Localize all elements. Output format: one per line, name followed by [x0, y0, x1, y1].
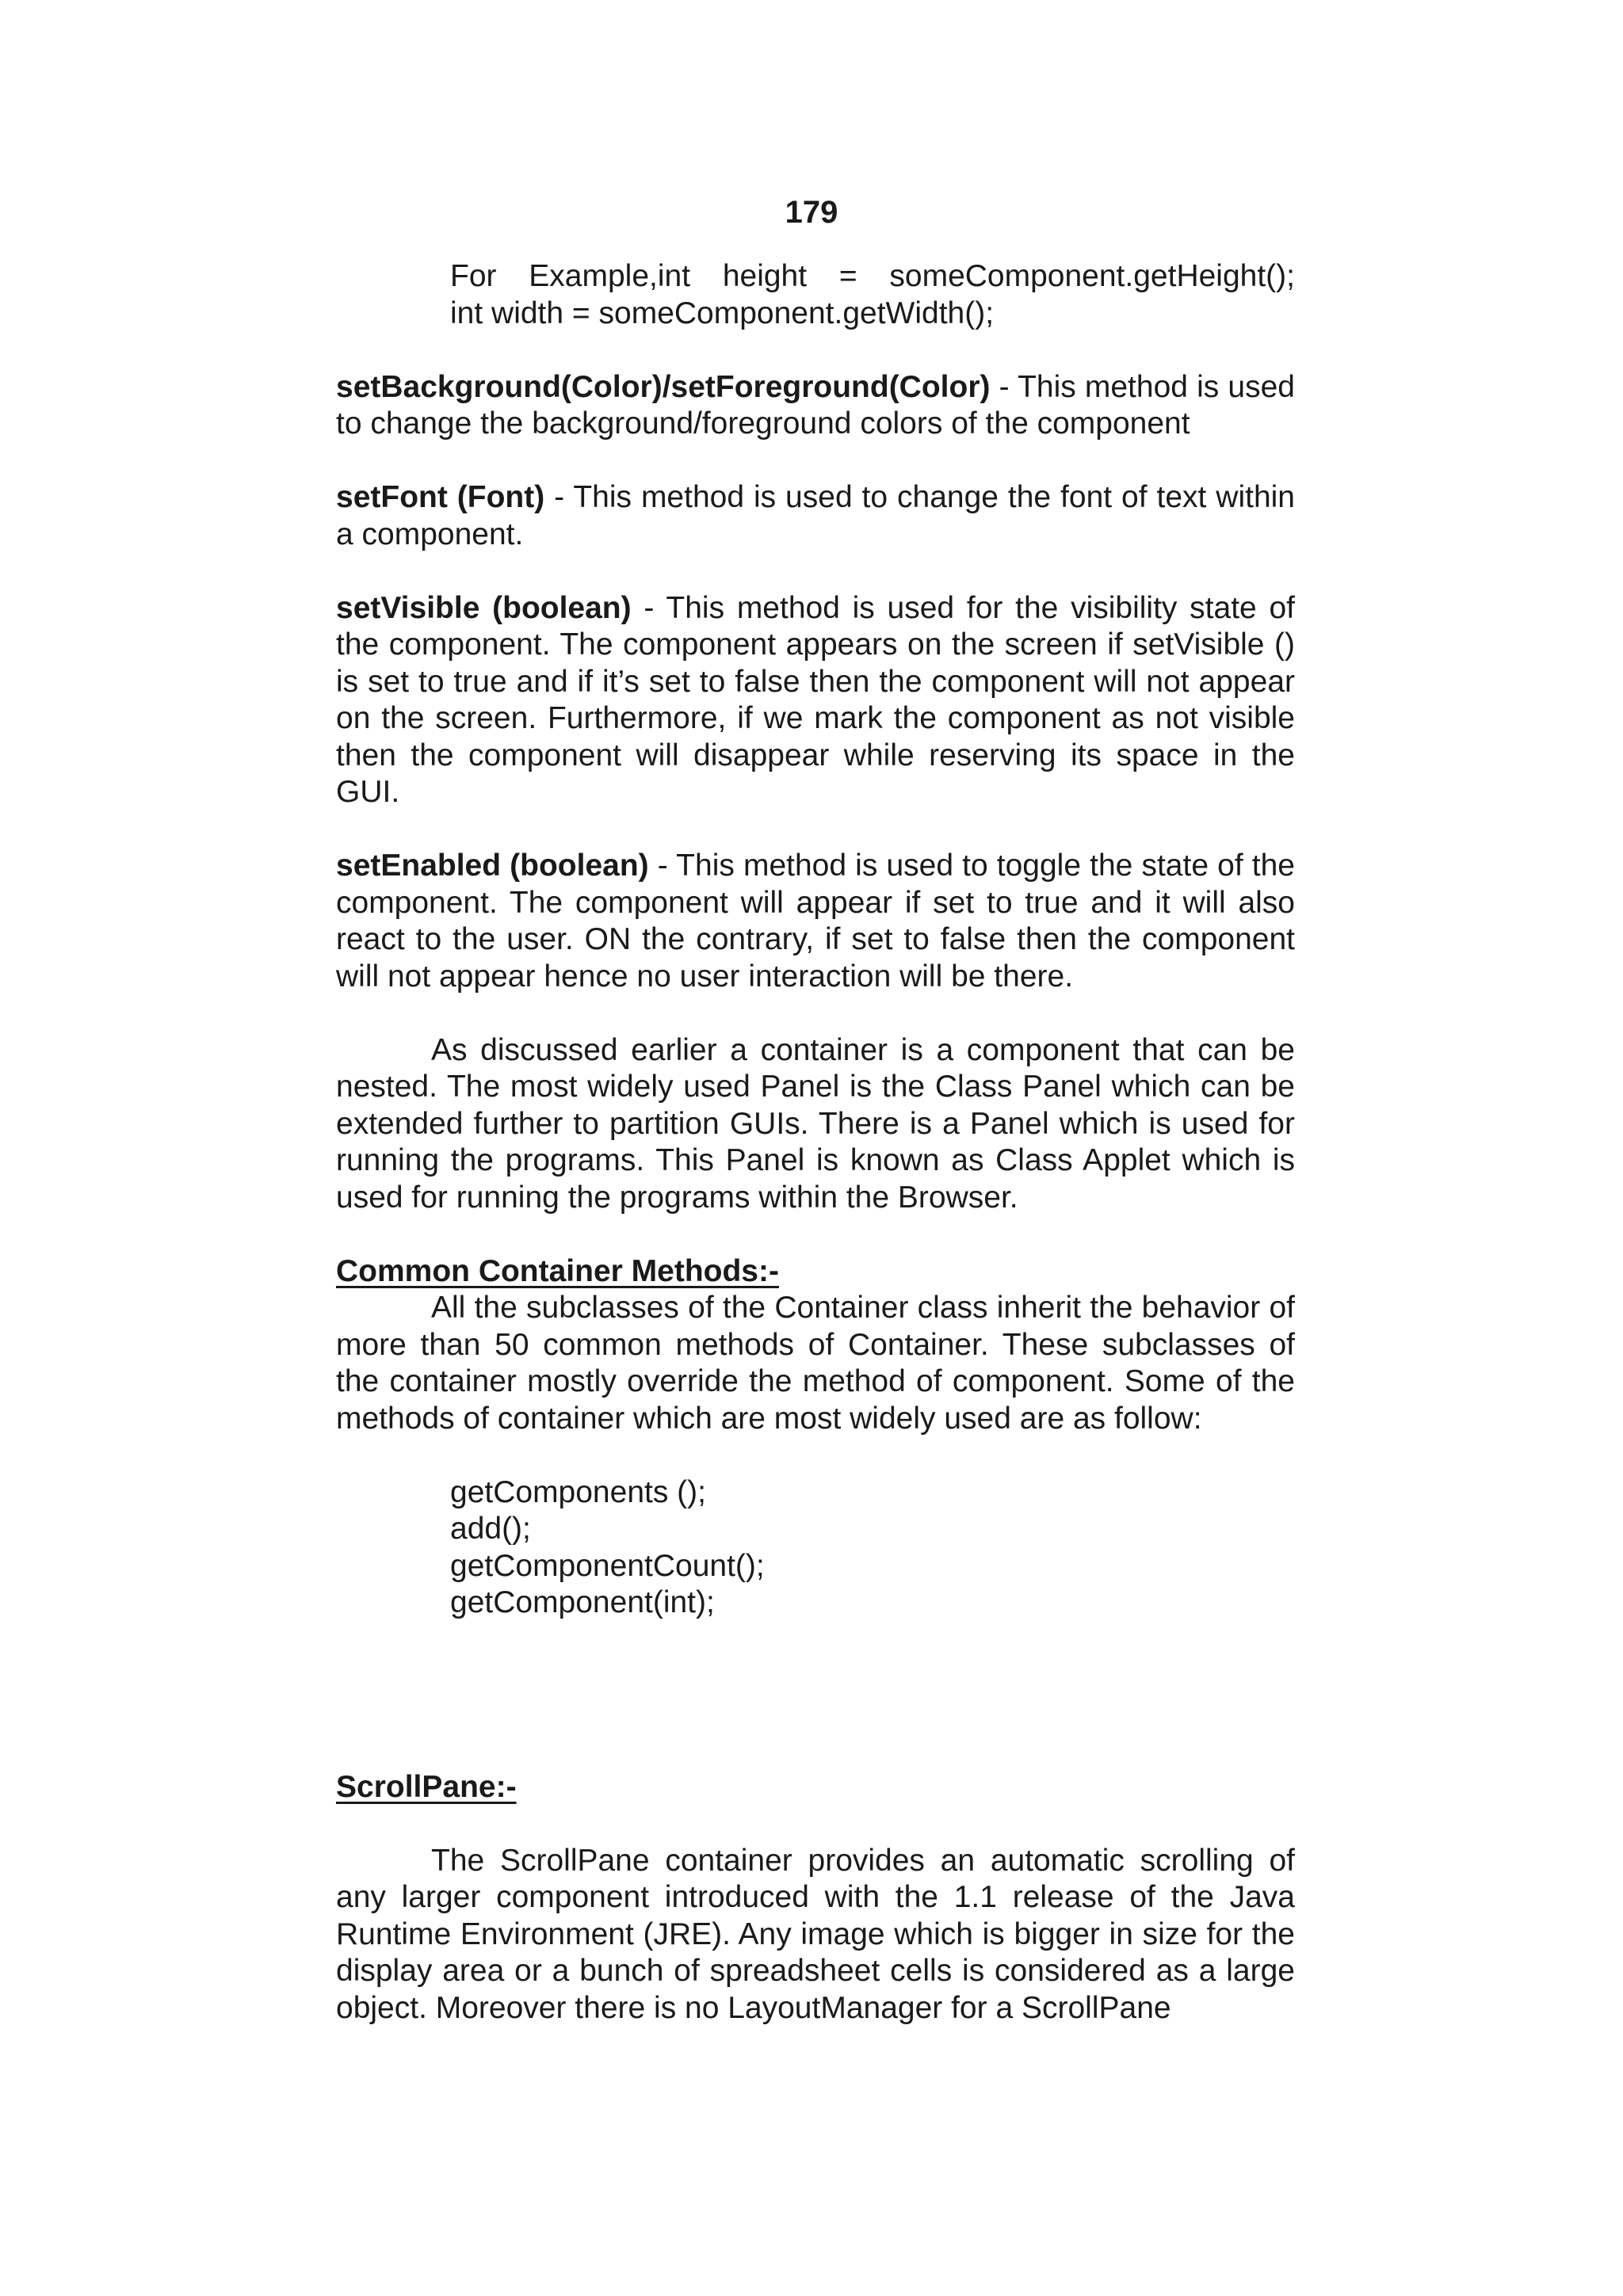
method-name-setenabled: setEnabled (boolean): [336, 849, 649, 883]
page-content: [336, 258, 1295, 2027]
method-text-setvisible: - This method is used for the visibility state of the component. The component appears on the screen if setVisible () is set to true and if it’s set to false then the component will not appear on the screen. Furthermore, if we mark the component as not visible then the component will disappear while reserving its space in the GUI.: [336, 590, 1295, 809]
example-code-block: [450, 258, 1295, 332]
method-description-setbackground: [336, 369, 1295, 443]
method-name-setfont: setFont (Font): [336, 480, 545, 514]
container-paragraph: As discussed earlier a container is a component that can be nested. The most widely used Panel is the Class Panel which can be extended further to partition GUIs. There is a Panel which is used for running the programs. This Panel is known as Class Applet which is used for running the programs within the Browser.: [336, 1032, 1295, 1215]
method-description-setfont: [336, 479, 1295, 553]
scrollpane-paragraph: The ScrollPane container provides an automatic scrolling of any larger component introduced with the 1.1 release of the Java Runtime Environment (JRE). Any image which is bigger in size for the display area or a bunch of spreadsheet cells is considered as a large object. Moreover there is no LayoutManager for a ScrollPane: [336, 1843, 1295, 2025]
method-text-setfont: - This method is used to change the font of text within a component.: [336, 480, 1295, 551]
common-container-methods-heading: Common Container Methods:-: [336, 1253, 779, 1288]
method-description-setvisible: [336, 590, 1295, 811]
method-text-setenabled: - This method is used to toggle the state of the component. The component will appear if set to true and it will also react to the user. ON the contrary, if set to false then the component will not appear hence no user interaction will be there.: [336, 849, 1295, 994]
example-code-line-2: int width = someComponent.getWidth();: [450, 296, 995, 330]
scrollpane-heading: ScrollPane:-: [336, 1769, 517, 1804]
container-methods-code-block: [450, 1474, 1295, 1622]
method-text-setbackground: - This method is used to change the background/foreground colors of the component: [336, 369, 1295, 441]
method-name-setbackground: setBackground(Color)/setForeground(Color): [336, 369, 991, 404]
code-line-get-components: getComponents ();: [450, 1474, 706, 1509]
common-container-methods-paragraph: All the subclasses of the Container class inherit the behavior of more than 50 common methods of Container. These subclasses of the container mostly override the method of component. Some of the methods of container which are most widely used are as follow:: [336, 1291, 1295, 1436]
code-line-get-component-count: getComponentCount();: [450, 1548, 765, 1583]
code-line-get-component: getComponent(int);: [450, 1585, 715, 1619]
code-line-add: add();: [450, 1512, 531, 1546]
method-description-setenabled: [336, 848, 1295, 995]
page-number: 179: [785, 195, 838, 230]
example-code-line-1: For Example,int height = someComponent.getHeight();: [450, 259, 1295, 293]
method-name-setvisible: setVisible (boolean): [336, 590, 632, 625]
